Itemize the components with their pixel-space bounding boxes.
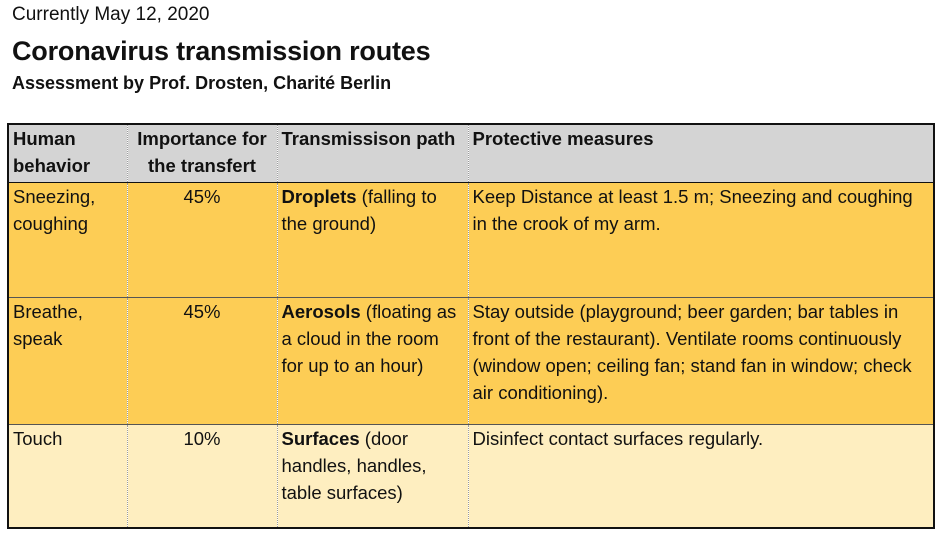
path-cell — [277, 297, 468, 424]
path-cell — [277, 182, 468, 297]
importance-cell: 45% — [127, 297, 277, 424]
table-row — [8, 424, 934, 528]
path-cell — [277, 424, 468, 528]
table-row — [8, 297, 934, 424]
column-header-path: Transmissison path — [277, 124, 468, 182]
measures-cell: Stay outside (playground; beer garden; bar tables in front of the restaurant). Ventilate rooms continuously (window open; ceiling fan; stand fan in window; check air conditioning). — [468, 297, 934, 424]
measures-cell: Disinfect contact surfaces regularly. — [468, 424, 934, 528]
path-description: (door handles, handles, table surfaces) — [281, 427, 427, 503]
importance-cell: 45% — [127, 182, 277, 297]
column-header-importance: Importance for the transfert — [127, 124, 277, 182]
page-subtitle: Assessment by Prof. Drosten, Charité Berlin — [12, 73, 392, 93]
behavior-cell: Touch — [8, 424, 127, 528]
path-name: Droplets — [281, 185, 357, 207]
behavior-cell: Breathe, speak — [8, 297, 127, 424]
importance-cell: 10% — [127, 424, 277, 528]
path-name: Surfaces — [281, 427, 360, 449]
path-description: (falling to the ground) — [281, 185, 437, 234]
table-header-row — [8, 124, 934, 182]
date-line: Currently May 12, 2020 — [12, 4, 210, 25]
column-header-behavior: Human behavior — [8, 124, 127, 182]
measures-cell: Keep Distance at least 1.5 m; Sneezing and coughing in the crook of my arm. — [468, 182, 934, 297]
page-title: Coronavirus transmission routes — [12, 36, 431, 66]
transmission-table — [7, 123, 935, 529]
column-header-measures: Protective measures — [468, 124, 934, 182]
table-row — [8, 182, 934, 297]
path-name: Aerosols — [281, 300, 361, 322]
behavior-cell: Sneezing, coughing — [8, 182, 127, 297]
path-description: (floating as a cloud in the room for up to an hour) — [281, 300, 457, 376]
